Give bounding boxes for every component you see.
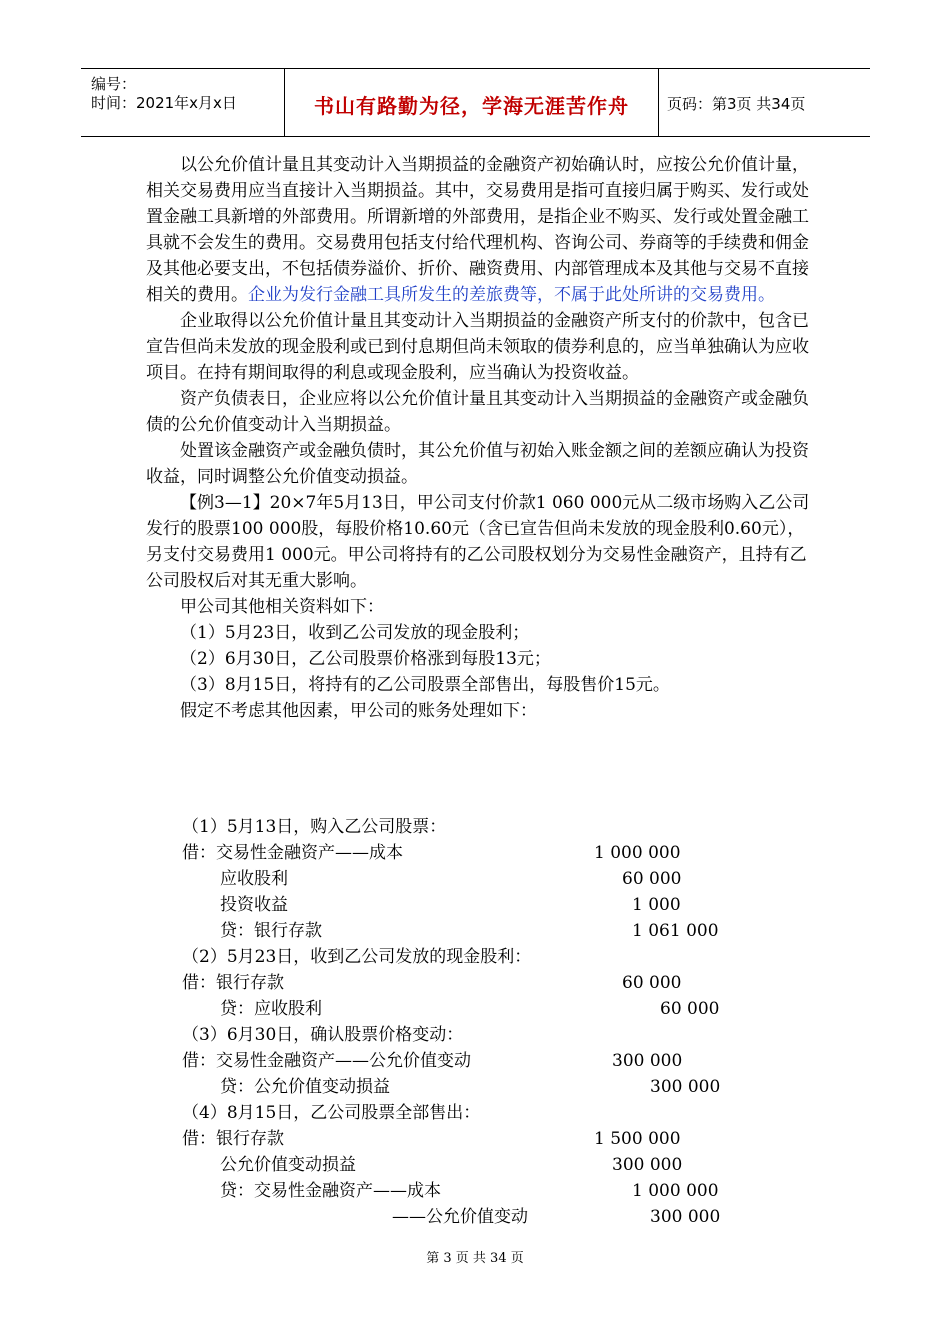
- entry-amount: 60 000: [622, 973, 682, 993]
- page-footer: 第 3 页 共 34 页: [426, 1251, 524, 1266]
- entry-amount: 60 000: [622, 869, 682, 889]
- journal-entry-row: [146, 814, 818, 840]
- journal-entry-row: [146, 1204, 818, 1230]
- journal-entry-row: [146, 970, 818, 996]
- entry-account: 投资收益: [220, 895, 288, 915]
- entry-amount: 300 000: [612, 1051, 683, 1071]
- journal-entry-row: [146, 918, 818, 944]
- entry-account: 贷：银行存款: [220, 921, 322, 941]
- entry-amount: 1 000: [632, 895, 681, 915]
- entry-account: （3）6月30日，确认股票价格变动：: [182, 1025, 464, 1045]
- entry-account: 应收股利: [220, 869, 288, 889]
- journal-entry-row: [146, 866, 818, 892]
- journal-entry-row: [146, 944, 818, 970]
- entry-account: 借：银行存款: [182, 1129, 284, 1149]
- entry-amount: 60 000: [660, 999, 720, 1019]
- entry-account: （2）5月23日，收到乙公司发放的现金股利：: [182, 947, 532, 967]
- journal-entry-row: [146, 892, 818, 918]
- entry-amount: 1 000 000: [632, 1181, 719, 1201]
- journal-entry-row: [146, 1100, 818, 1126]
- header-motto-cell: [285, 69, 659, 136]
- entry-amount: 1 500 000: [594, 1129, 681, 1149]
- page-header: [81, 68, 870, 137]
- entry-account: 贷：交易性金融资产——成本: [220, 1181, 441, 1201]
- header-page-info: 页码：第3页 共34页: [667, 95, 806, 113]
- header-motto: 书山有路勤为径，学海无涯苦作舟: [314, 94, 629, 118]
- paragraph-other-info: 甲公司其他相关资料如下：: [180, 597, 384, 617]
- paragraph-example-3-1: 【例3—1】20×7年5月13日，甲公司支付价款1 060 000元从二级市场购入乙公司发行的股票100 000股，每股价格10.60元（含已宣告但尚未发放的现金股利0.60元），另支付交易费用1 000元。甲公司将持有的乙公司股权划分为交易性金融资产，且持有乙公司股权后对其无重大影响。: [146, 493, 810, 591]
- journal-entry-row: [146, 1152, 818, 1178]
- entry-amount: 1 061 000: [632, 921, 719, 941]
- journal-entries: [146, 814, 818, 1230]
- highlighted-note: 企业为发行金融工具所发生的差旅费等，不属于此处所讲的交易费用。: [248, 285, 775, 305]
- paragraph-disposal: 处置该金融资产或金融负债时，其公允价值与初始入账金额之间的差额应确认为投资收益，同时调整公允价值变动损益。: [146, 441, 809, 487]
- entry-account: 贷：应收股利: [220, 999, 322, 1019]
- entry-account: 贷：公允价值变动损益: [220, 1077, 390, 1097]
- paragraph-text: 以公允价值计量且其变动计入当期损益的金融资产初始确认时，应按公允价值计量，相关交易费用应当直接计入当期损益。其中，交易费用是指可直接归属于购买、发行或处置金融工具新增的外部费用。所谓新增的外部费用，是指企业不购买、发行或处置金融工具就不会发生的费用。交易费用包括支付给代理机构、咨询公司、券商等的手续费和佣金及其他必要支出，不包括债券溢价、折价、融资费用、内部管理成本及其他与交易不直接相关的费用。: [146, 155, 809, 305]
- entry-amount: 300 000: [612, 1155, 683, 1175]
- entry-account: 公允价值变动损益: [220, 1155, 356, 1175]
- journal-entry-row: [146, 1022, 818, 1048]
- header-page-cell: [659, 69, 870, 136]
- entry-amount: 1 000 000: [594, 843, 681, 863]
- list-item: （1）5月23日，收到乙公司发放的现金股利；: [180, 623, 530, 643]
- journal-entry-row: [146, 840, 818, 866]
- journal-entry-row: [146, 1048, 818, 1074]
- paragraph-price-paid: 企业取得以公允价值计量且其变动计入当期损益的金融资产所支付的价款中，包含已宣告但尚未发放的现金股利或已到付息期但尚未领取的债券利息的，应当单独确认为应收项目。在持有期间取得的利息或现金股利，应当确认为投资收益。: [146, 311, 809, 383]
- paragraph-accounting-intro: 假定不考虑其他因素，甲公司的账务处理如下：: [180, 701, 537, 721]
- journal-entry-row: [146, 1126, 818, 1152]
- paragraph-balance-sheet-date: 资产负债表日，企业应将以公允价值计量且其变动计入当期损益的金融资产或金融负债的公允价值变动计入当期损益。: [146, 389, 809, 435]
- entry-amount: 300 000: [650, 1207, 721, 1227]
- entry-account: ——公允价值变动: [392, 1207, 528, 1227]
- journal-entry-row: [146, 1178, 818, 1204]
- entry-account: （4）8月15日，乙公司股票全部售出：: [182, 1103, 481, 1123]
- entry-account: 借：交易性金融资产——成本: [182, 843, 403, 863]
- header-meta: [81, 69, 285, 136]
- document-time-label: 时间：2021年x月x日: [91, 94, 237, 112]
- paragraph-initial-recognition: [146, 152, 818, 308]
- entry-account: 借：交易性金融资产——公允价值变动: [182, 1051, 471, 1071]
- document-number-label: 编号：: [91, 75, 137, 93]
- journal-entry-row: [146, 1074, 818, 1100]
- list-item: （3）8月15日，将持有的乙公司股票全部售出，每股售价15元。: [180, 675, 670, 695]
- list-item: （2）6月30日，乙公司股票价格涨到每股13元；: [180, 649, 551, 669]
- entry-account: （1）5月13日，购入乙公司股票：: [182, 817, 447, 837]
- entry-amount: 300 000: [650, 1077, 721, 1097]
- document-body: [146, 152, 818, 724]
- entry-account: 借：银行存款: [182, 973, 284, 993]
- journal-entry-row: [146, 996, 818, 1022]
